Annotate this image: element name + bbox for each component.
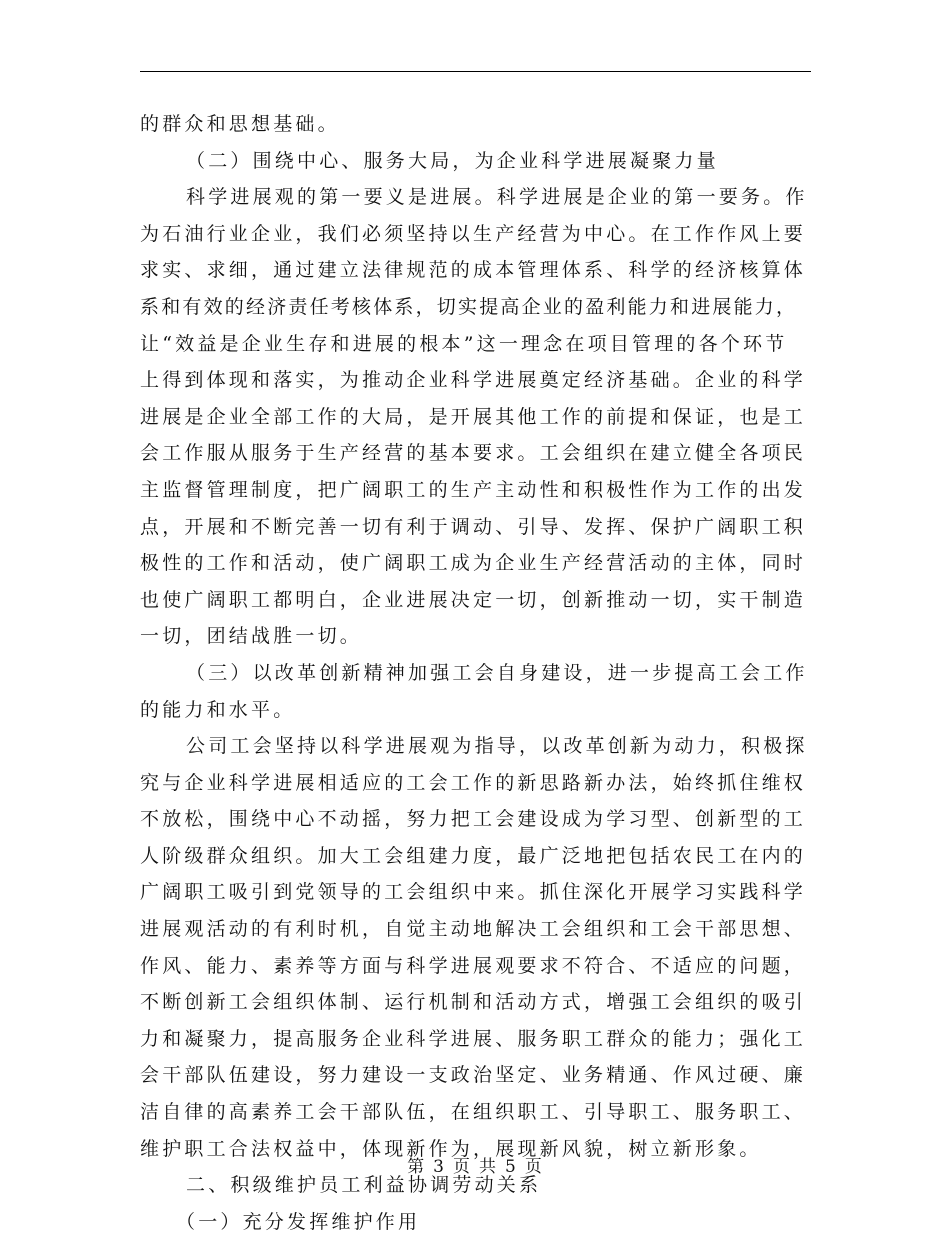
section-heading-continued: 的能力和水平。 xyxy=(140,698,296,721)
paragraph-line: 不断创新工会组织体制、运行机制和活动方式，增强工会组织的吸引 xyxy=(140,991,807,1014)
footer-di: 第 xyxy=(407,1157,426,1177)
paragraph-line: 让“效益是企业生存和进展的根本”这一理念在项目管理的各个环节 xyxy=(140,332,788,355)
chapter-heading: 二、积级维护员工利益协调劳动关系 xyxy=(186,1174,542,1197)
paragraph-line: 会干部队伍建设，努力建设一支政治坚定、业务精通、作风过硬、廉 xyxy=(140,1064,807,1087)
footer-gong: 共 xyxy=(479,1157,497,1177)
footer-ye: 页 xyxy=(453,1157,471,1177)
total-page-count: 5 xyxy=(505,1157,517,1177)
section-heading: （二）围绕中心、服务大局，为企业科学进展凝聚力量 xyxy=(186,149,719,172)
paragraph-line: 公司工会坚持以科学进展观为指导，以改革创新为动力，积极探 xyxy=(186,735,808,758)
section-heading: （一）充分发挥维护作用 xyxy=(176,1210,421,1233)
paragraph-line: 力和凝聚力，提高服务企业科学进展、服务职工群众的能力；强化工 xyxy=(140,1027,807,1050)
footer-ye-2: 页 xyxy=(524,1157,543,1177)
paragraph-line: 维护职工合法权益中，体现新作为，展现新风貌，树立新形象。 xyxy=(140,1137,762,1160)
paragraph-line: 求实、求细，通过建立法律规范的成本管理体系、科学的经济核算体 xyxy=(140,259,807,282)
paragraph-line: 科学进展观的第一要义是进展。科学进展是企业的第一要务。作 xyxy=(186,186,808,209)
paragraph-line: 一切，团结战胜一切。 xyxy=(140,625,363,648)
paragraph-line: 进展是企业全部工作的大局，是开展其他工作的前提和保证，也是工 xyxy=(140,405,807,428)
current-page-number: 3 xyxy=(433,1157,445,1177)
paragraph-line: 作风、能力、素养等方面与科学进展观要求不符合、不适应的问题， xyxy=(140,954,807,977)
paragraph-line: 主监督管理制度，把广阔职工的生产主动性和积极性作为工作的出发 xyxy=(140,478,807,501)
paragraph-line: 广阔职工吸引到党领导的工会组织中来。抓住深化开展学习实践科学 xyxy=(140,881,807,904)
section-heading: （三）以改革创新精神加强工会自身建设，进一步提高工会工作 xyxy=(186,661,808,684)
paragraph-line: 点，开展和不断完善一切有利于调动、引导、发挥、保护广阔职工积 xyxy=(140,515,807,538)
paragraph-line: 会工作服从服务于生产经营的基本要求。工会组织在建立健全各项民 xyxy=(140,442,807,465)
paragraph-line: 人阶级群众组织。加大工会组建力度，最广泛地把包括农民工在内的 xyxy=(140,844,807,867)
paragraph-line: 上得到体现和落实，为推动企业科学进展奠定经济基础。企业的科学 xyxy=(140,369,807,392)
paragraph-line: 究与企业科学进展相适应的工会工作的新思路新办法，始终抓住维权 xyxy=(140,771,807,794)
paragraph-line: 进展观活动的有利时机，自觉主动地解决工会组织和工会干部思想、 xyxy=(140,918,807,941)
paragraph-line: 洁自律的高素养工会干部队伍，在组织职工、引导职工、服务职工、 xyxy=(140,1101,807,1124)
paragraph-line: 也使广阔职工都明白，企业进展决定一切，创新推动一切，实干制造 xyxy=(140,588,807,611)
paragraph-line: 为石油行业企业，我们必须坚持以生产经营为中心。在工作作风上要 xyxy=(140,222,807,245)
paragraph-line: 系和有效的经济责任考核体系，切实提高企业的盈利能力和进展能力， xyxy=(140,295,798,318)
paragraph-line: 的群众和思想基础。 xyxy=(140,113,340,135)
paragraph-line: 极性的工作和活动，使广阔职工成为企业生产经营活动的主体，同时 xyxy=(140,552,807,575)
page-number-footer xyxy=(0,1152,950,1177)
document-body xyxy=(140,106,811,1240)
paragraph-line: 不放松，围绕中心不动摇，努力把工会建设成为学习型、创新型的工 xyxy=(140,808,807,831)
header-rule xyxy=(140,71,811,72)
